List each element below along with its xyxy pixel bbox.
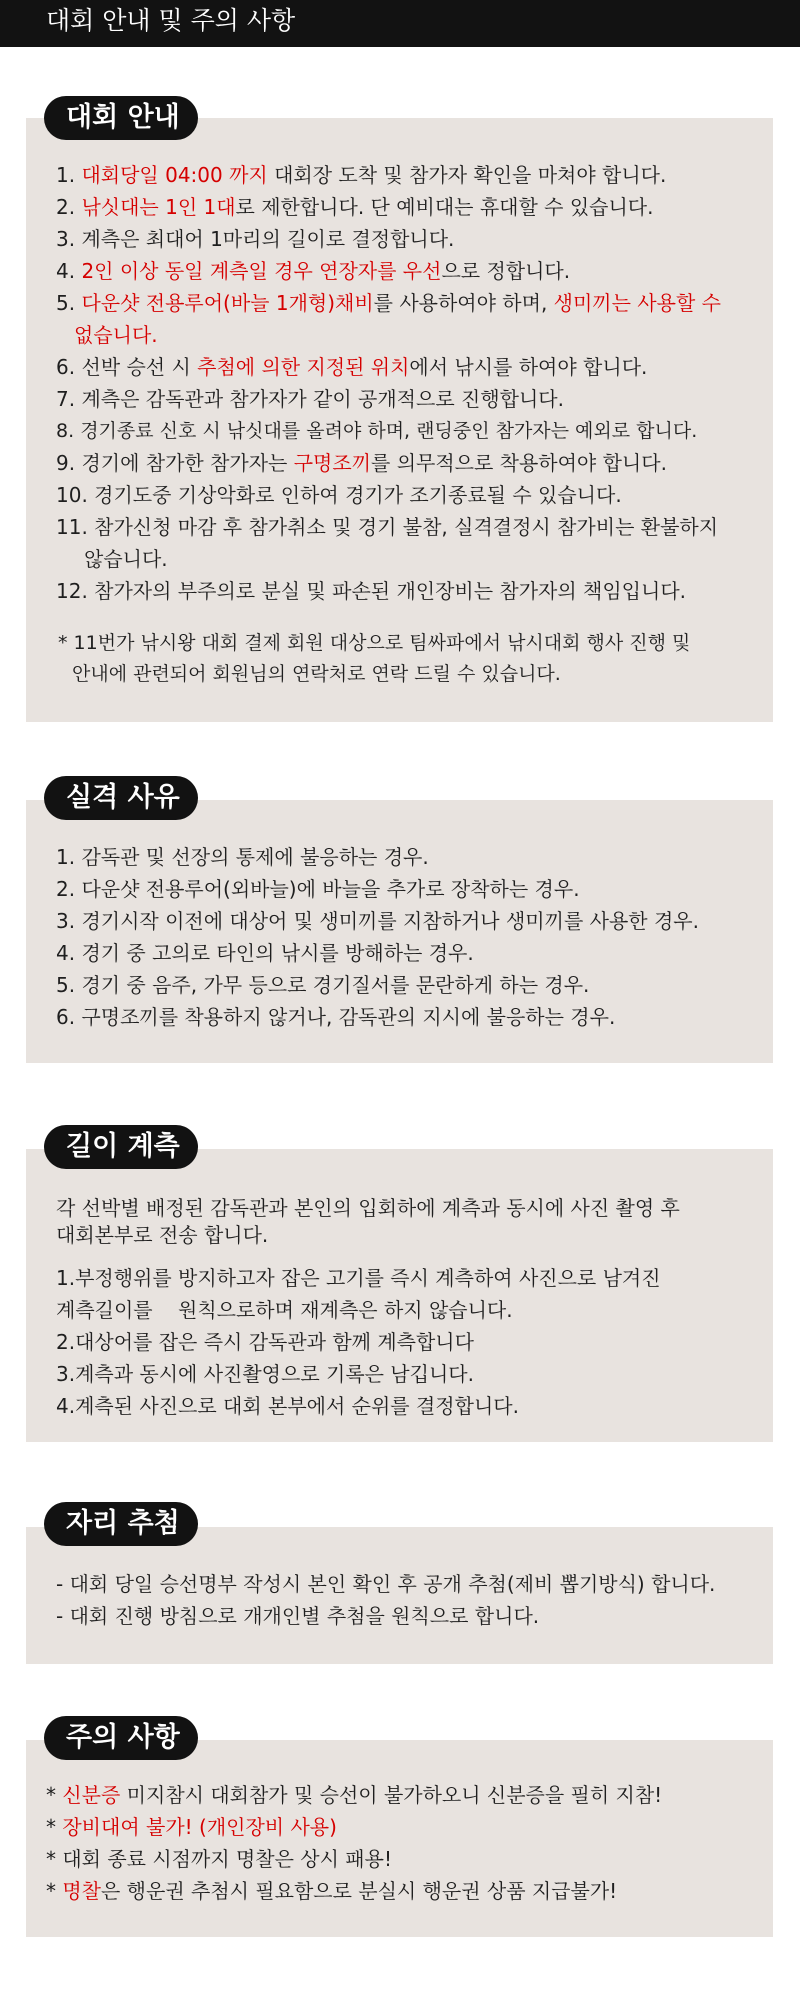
guide-item-6: 6. 선박 승선 시 추첨에 의한 지정된 위치에서 낚시를 하여야 합니다. — [56, 355, 648, 379]
caution-item: * 신분증 미지참시 대회참가 및 승선이 불가하오니 신분증을 필히 지참! — [46, 1783, 663, 1807]
caution-item: * 명찰은 행운권 추첨시 필요함으로 분실시 행운권 상품 지급불가! — [46, 1879, 618, 1903]
guide-item-11-cont: 않습니다. — [84, 547, 168, 571]
guide-section-title: 대회 안내 — [44, 96, 198, 140]
measure-intro-line-1: 각 선박별 배정된 감독관과 본인의 입회하에 계측과 동시에 사진 촬영 후 — [56, 1196, 680, 1220]
caution-section-title: 주의 사항 — [44, 1716, 198, 1760]
disqualify-item: 1. 감독관 및 선장의 통제에 불응하는 경우. — [56, 845, 429, 869]
measure-line: 3.계측과 동시에 사진촬영으로 기록은 남깁니다. — [56, 1362, 474, 1386]
disqualify-item: 3. 경기시작 이전에 대상어 및 생미끼를 지참하거나 생미끼를 사용한 경우. — [56, 909, 699, 933]
guide-note-line-2: 안내에 관련되어 회원님의 연락처로 연락 드릴 수 있습니다. — [72, 663, 561, 685]
measure-intro-line-2: 대회본부로 전송 합니다. — [56, 1223, 269, 1247]
guide-item-10: 10. 경기도중 기상악화로 인하여 경기가 조기종료될 수 있습니다. — [56, 483, 622, 507]
seat-item: - 대회 당일 승선명부 작성시 본인 확인 후 공개 추첨(제비 뽑기방식) 합니다. — [56, 1572, 716, 1596]
measure-section-title: 길이 계측 — [44, 1125, 198, 1169]
page-header — [0, 0, 800, 47]
guide-item-5-cont: 없습니다. — [74, 323, 158, 347]
guide-item-3: 3. 계측은 최대어 1마리의 길이로 결정합니다. — [56, 227, 455, 251]
guide-item-7: 7. 계측은 감독관과 참가자가 같이 공개적으로 진행합니다. — [56, 387, 564, 411]
seat-item: - 대회 진행 방침으로 개개인별 추첨을 원칙으로 합니다. — [56, 1604, 540, 1628]
guide-item-8: 8. 경기종료 신호 시 낚싯대를 올려야 하며, 랜딩중인 참가자는 예외로 합니다. — [56, 420, 698, 442]
guide-item-4: 4. 2인 이상 동일 계측일 경우 연장자를 우선으로 정합니다. — [56, 259, 571, 283]
guide-item-11: 11. 참가신청 마감 후 참가취소 및 경기 불참, 실격결정시 참가비는 환불하지 — [56, 515, 719, 539]
measure-line: 2.대상어를 잡은 즉시 감독관과 함께 계측합니다 — [56, 1330, 474, 1354]
disqualify-item: 2. 다운샷 전용루어(외바늘)에 바늘을 추가로 장착하는 경우. — [56, 877, 580, 901]
caution-item: * 대회 종료 시점까지 명찰은 상시 패용! — [46, 1847, 392, 1871]
guide-item-1: 1. 대회당일 04:00 까지 대회장 도착 및 참가자 확인을 마쳐야 합니다. — [56, 163, 667, 187]
page-title: 대회 안내 및 주의 사항 — [46, 6, 296, 35]
disqualify-section-title: 실격 사유 — [44, 776, 198, 820]
guide-item-2: 2. 낚싯대는 1인 1대로 제한합니다. 단 예비대는 휴대할 수 있습니다. — [56, 195, 654, 219]
disqualify-item: 5. 경기 중 음주, 가무 등으로 경기질서를 문란하게 하는 경우. — [56, 973, 590, 997]
measure-line: 4.계측된 사진으로 대회 본부에서 순위를 결정합니다. — [56, 1394, 519, 1418]
guide-item-12: 12. 참가자의 부주의로 분실 및 파손된 개인장비는 참가자의 책임입니다. — [56, 579, 686, 603]
disqualify-item: 6. 구명조끼를 착용하지 않거나, 감독관의 지시에 불응하는 경우. — [56, 1005, 616, 1029]
guide-note-line-1: * 11번가 낚시왕 대회 결제 회원 대상으로 팀싸파에서 낚시대회 행사 진행 및 — [58, 632, 691, 654]
disqualify-item: 4. 경기 중 고의로 타인의 낚시를 방해하는 경우. — [56, 941, 474, 965]
caution-item: * 장비대여 불가! (개인장비 사용) — [46, 1815, 337, 1839]
guide-item-9: 9. 경기에 참가한 참가자는 구명조끼를 의무적으로 착용하여야 합니다. — [56, 451, 667, 475]
measure-line: 계측길이를 원칙으로하며 재계측은 하지 않습니다. — [56, 1298, 513, 1322]
measure-line: 1.부정행위를 방지하고자 잡은 고기를 즉시 계측하여 사진으로 남겨진 — [56, 1266, 661, 1290]
seat-section-title: 자리 추첨 — [44, 1502, 198, 1546]
guide-item-5: 5. 다운샷 전용루어(바늘 1개형)채비를 사용하여야 하며, 생미끼는 사용할 수 — [56, 291, 721, 315]
